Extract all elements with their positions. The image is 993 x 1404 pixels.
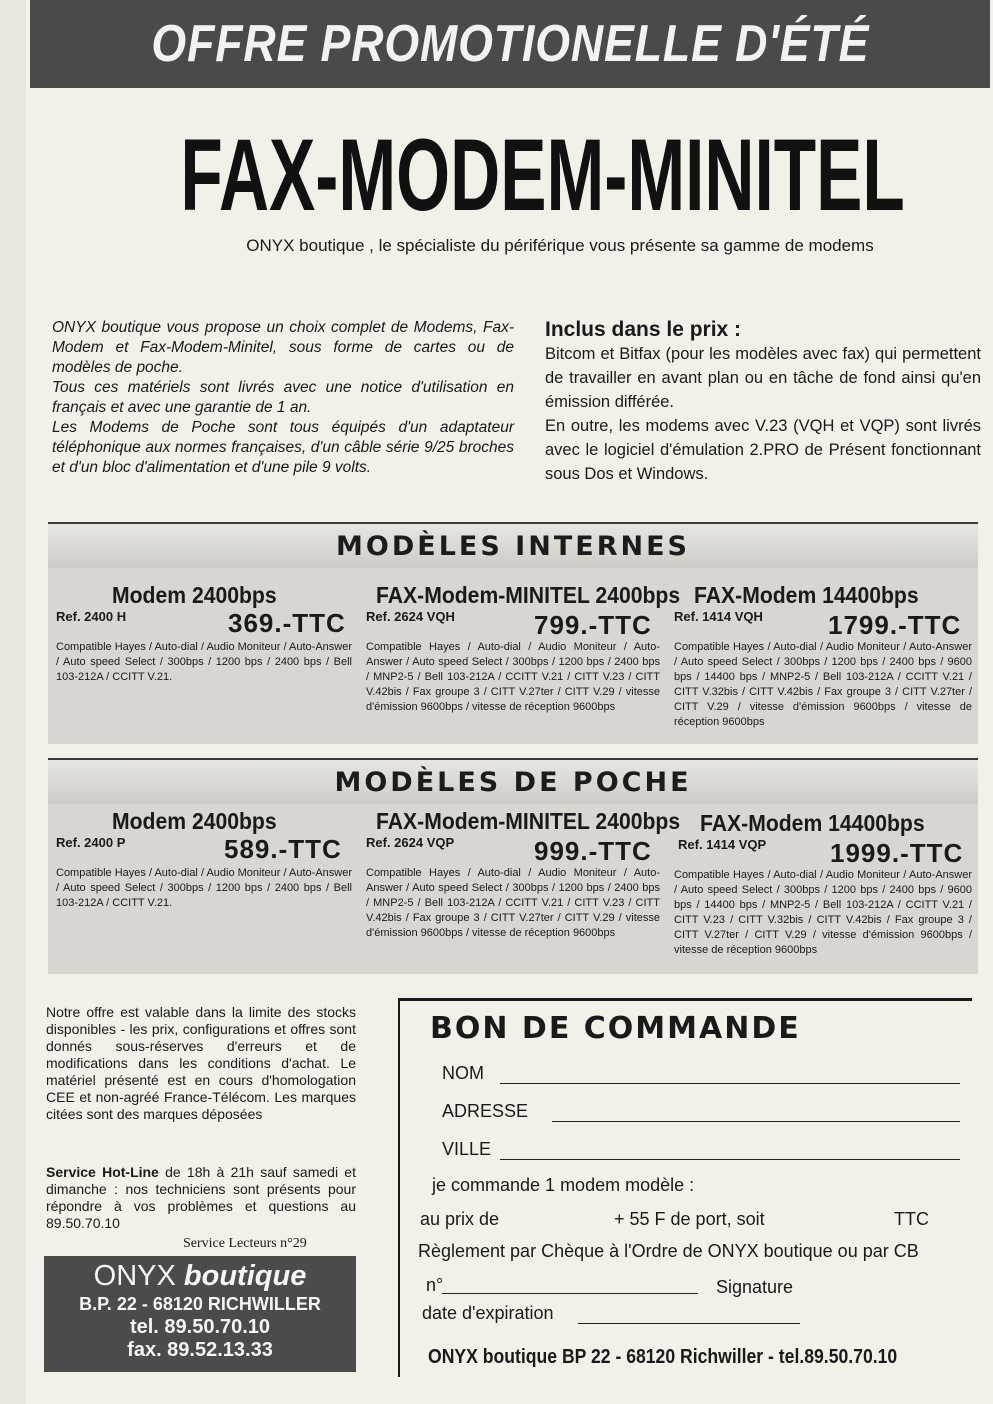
card-number-field[interactable]: [442, 1293, 698, 1294]
section-title: MODÈLES INTERNES: [336, 530, 690, 562]
banner-title: OFFRE PROMOTIONELLE D'ÉTÉ: [151, 15, 869, 73]
included-paragraph: Bitcom et Bitfax (pour les modèles avec fax) qui permettent de travailler en avant plan ou en tâche de fond ainsi qu'en émission différée.: [545, 345, 981, 411]
service-ref: Service Lecteurs n°29: [183, 1236, 307, 1251]
product-price: 1999.-TTC: [830, 838, 964, 868]
product-card: [56, 804, 354, 909]
product-price: 369.-TTC: [228, 608, 346, 638]
product-desc: Compatible Hayes / Auto-dial / Audio Moniteur / Auto-Answer / Auto speed Select / 300bps / 1200 bps / 2400 bps / 9600 bps / 14400 bps / MNP2-5 / Bell 103-212A / CCITT V.21 / CITT V.32bis / CITT V.42bis / Fax groupe 3 / CITT V.27ter / CITT V.29 / vitesse d'émission 9600bps / vitesse de réception 9600bps: [674, 641, 972, 728]
product-name: Modem 2400bps: [112, 582, 277, 608]
intro-paragraph: Tous ces matériels sont livrés avec une notice d'utilisation en français et avec une garantie de 1 an.: [52, 379, 514, 416]
product-ref: Ref. 2400 P: [56, 835, 126, 850]
shop-tel: tel. 89.50.70.10: [129, 1316, 271, 1338]
signature-label: Signature: [716, 1277, 794, 1297]
product-desc: Compatible Hayes / Auto-dial / Audio Moniteur / Auto-Answer / Auto speed Select / 300bps / 1200 bps / 2400 bps / 9600 bps / 14400 bps / MNP2-5 / Bell 103-212A / CCITT V.21 / CITT V.23 / CITT V.32bis / CITT V.42bis / Fax groupe 3 / CITT V.27ter / CITT V.29 / vitesse d'émission 9600bps / vitesse de réception 9600bps: [674, 869, 972, 956]
product-name: FAX-Modem-MINITEL 2400bps: [376, 808, 681, 834]
hotline-text: de 18h à 21h sauf samedi et dimanche : nos techniciens sont présents pour répondre à vos problèmes et questions au 89.50.70.10: [46, 1164, 356, 1231]
expiration-label: date d'expiration: [422, 1303, 554, 1323]
product-card: [674, 568, 972, 728]
product-price: 999.-TTC: [534, 836, 652, 866]
shop-fax: fax. 89.52.13.33: [127, 1339, 273, 1361]
port-label: + 55 F de port, soit: [614, 1209, 765, 1229]
intro-paragraph: ONYX boutique vous propose un choix complet de Modems, Fax-Modem et Fax-Modem-Minitel, sous forme de cartes ou de modèles de poche.: [52, 319, 514, 376]
order-form: [398, 998, 972, 1377]
hotline-info: [46, 1164, 356, 1232]
offer-notice: Notre offre est valable dans la limite des stocks disponibles - les prix, configurations et offres sont donnés sous-réserves d'erreurs et de modifications dans les conditions d'achat. Le matériel présenté est en cours d'homologation CEE et non-agréé France-Télécom. Les marques citées sont des marques déposées: [46, 1004, 356, 1122]
nom-label: NOM: [442, 1063, 484, 1083]
product-price: 589.-TTC: [224, 834, 342, 864]
internal-products: [48, 568, 978, 744]
section-title: MODÈLES DE POCHE: [334, 766, 692, 798]
product-card: [366, 568, 681, 713]
product-desc: Compatible Hayes / Auto-dial / Audio Moniteur / Auto-Answer / Auto speed Select / 300bps / 1200 bps / 2400 bps / MNP2-5 / Bell 103-212A / CCITT V.21 / CITT V.23 / CITT V.42bis / Fax groupe 3 / CITT V.27ter / CITT V.29 / vitesse d'émission 9600bps / vitesse de réception 9600bps: [366, 641, 660, 713]
intro-paragraph: Les Modems de Poche sont tous équipés d'un adaptateur téléphonique aux normes françaises, d'un câble série 9/25 broches et d'un bloc d'alimentation et d'une pile 9 volts.: [52, 419, 514, 476]
reglement-text: Règlement par Chèque à l'Ordre de ONYX boutique ou par CB: [418, 1241, 919, 1261]
order-title: BON DE COMMANDE: [430, 1011, 801, 1046]
product-price: 799.-TTC: [534, 610, 652, 640]
product-name: FAX-Modem 14400bps: [694, 582, 919, 608]
product-desc: Compatible Hayes / Auto-dial / Audio Moniteur / Auto-Answer / Auto speed Select / 300bps / 1200 bps / 2400 bps / Bell 103-212A / CCITT V.21.: [56, 867, 352, 909]
included-paragraph: En outre, les modems avec V.23 (VQH et VQP) sont livrés avec le logiciel d'émulation 2.PRO de Présent fonctionnant sous Dos et Windows.: [545, 417, 981, 483]
product-card: [674, 804, 972, 956]
commande-label: je commande 1 modem modèle :: [432, 1175, 695, 1195]
product-name: FAX-Modem-MINITEL 2400bps: [376, 582, 681, 608]
product-card: [366, 804, 681, 939]
product-ref: Ref. 2624 VQP: [366, 835, 455, 850]
ville-label: VILLE: [442, 1139, 492, 1159]
adresse-label: ADRESSE: [442, 1101, 529, 1121]
included-heading: Inclus dans le prix :: [545, 318, 742, 341]
section-pocket-header: [48, 758, 978, 806]
expiration-field[interactable]: [578, 1323, 800, 1324]
product-card: [56, 568, 354, 683]
product-ref: Ref. 1414 VQH: [674, 609, 763, 624]
product-ref: Ref. 1414 VQP: [678, 837, 767, 852]
headline: FAX-MODEM-MINITEL: [180, 118, 905, 232]
shop-name: [44, 1260, 356, 1293]
adresse-field[interactable]: [552, 1121, 960, 1122]
product-ref: Ref. 2624 VQH: [366, 609, 455, 624]
product-desc: Compatible Hayes / Auto-dial / Audio Moniteur / Auto-Answer / Auto speed Select / 300bps / 1200 bps / 2400 bps / Bell 103-212A / CCITT V.21.: [56, 641, 352, 683]
product-ref: Ref. 2400 H: [56, 609, 127, 624]
hotline-label: Service Hot-Line: [46, 1164, 159, 1180]
shop-name-plain: ONYX: [93, 1260, 184, 1292]
shop-name-italic: boutique: [183, 1260, 307, 1292]
section-internal-header: [48, 522, 978, 570]
product-name: Modem 2400bps: [112, 808, 277, 834]
product-desc: Compatible Hayes / Auto-dial / Audio Moniteur / Auto-Answer / Auto speed Select / 300bps / 1200 bps / 2400 bps / MNP2-5 / Bell 103-212A / CCITT V.21 / CITT V.23 / CITT V.42bis / Fax groupe 3 / CITT V.27ter / CITT V.29 / vitesse d'émission 9600bps / vitesse de réception 9600bps: [366, 867, 660, 939]
pocket-products: [48, 804, 978, 974]
shop-address: B.P. 22 - 68120 RICHWILLER: [79, 1294, 321, 1314]
page-edge: [0, 0, 26, 1404]
product-price: 1799.-TTC: [828, 610, 962, 640]
ville-field[interactable]: [500, 1159, 960, 1160]
prix-label: au prix de: [420, 1209, 500, 1229]
nom-field[interactable]: [500, 1083, 960, 1084]
intro-left: [52, 318, 514, 478]
ttc-label: TTC: [894, 1209, 929, 1229]
product-name: FAX-Modem 14400bps: [700, 810, 925, 836]
shop-contact-box: [44, 1256, 356, 1372]
order-footer-address: ONYX boutique BP 22 - 68120 Richwiller - tel.89.50.70.10: [428, 1346, 898, 1368]
card-number-label: n°: [426, 1275, 444, 1295]
intro-right: [545, 318, 981, 486]
subhead: ONYX boutique , le spécialiste du périférique vous présente sa gamme de modems: [246, 236, 874, 255]
promo-banner: [30, 0, 990, 88]
